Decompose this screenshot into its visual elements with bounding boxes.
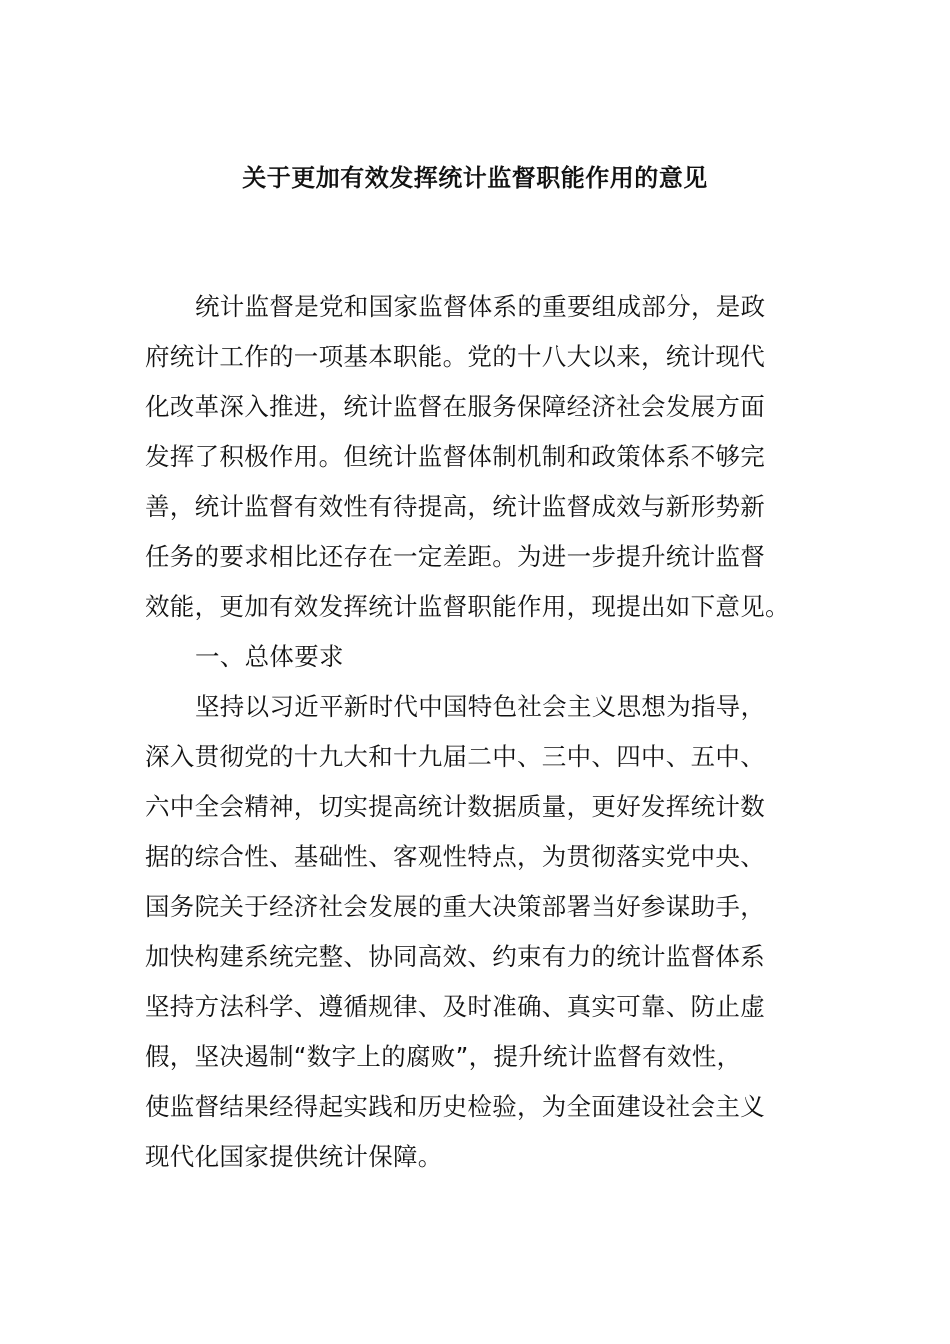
- body-line: 善，统计监督有效性有待提高，统计监督成效与新形势新: [145, 492, 765, 521]
- body-line: 据的综合性、基础性、客观性特点，为贯彻落实党中央、: [145, 842, 765, 871]
- body-line: 化改革深入推进，统计监督在服务保障经济社会发展方面: [145, 392, 765, 421]
- body-line: 假，坚决遏制“数字上的腐败”，提升统计监督有效性，: [145, 1042, 742, 1071]
- document-body: [145, 282, 810, 1182]
- body-line: 统计监督是党和国家监督体系的重要组成部分，是政: [195, 292, 766, 321]
- body-line: 发挥了积极作用。但统计监督体制机制和政策体系不够完: [145, 442, 765, 471]
- document-title: 关于更加有效发挥统计监督职能作用的意见: [242, 164, 708, 192]
- body-line: 加快构建系统完整、协同高效、约束有力的统计监督体系: [145, 942, 765, 971]
- body-line: 六中全会精神，切实提高统计数据质量，更好发挥统计数: [145, 792, 765, 821]
- body-line: 效能，更加有效发挥统计监督职能作用，现提出如下意见。: [145, 592, 790, 621]
- body-line: 深入贯彻党的十九大和十九届二中、三中、四中、五中、: [145, 742, 765, 771]
- section-heading: 一、总体要求: [195, 642, 344, 671]
- body-line: 现代化国家提供统计保障。: [145, 1142, 443, 1171]
- body-line: 坚持方法科学、遵循规律、及时准确、真实可靠、防止虚: [145, 992, 765, 1021]
- body-line: 使监督结果经得起实践和历史检验，为全面建设社会主义: [145, 1092, 765, 1121]
- body-line: 坚持以习近平新时代中国特色社会主义思想为指导，: [195, 692, 766, 721]
- body-line: 国务院关于经济社会发展的重大决策部署当好参谋助手，: [145, 892, 765, 921]
- body-line: 府统计工作的一项基本职能。党的十八大以来，统计现代: [145, 342, 765, 371]
- body-line: 任务的要求相比还存在一定差距。为进一步提升统计监督: [145, 542, 765, 571]
